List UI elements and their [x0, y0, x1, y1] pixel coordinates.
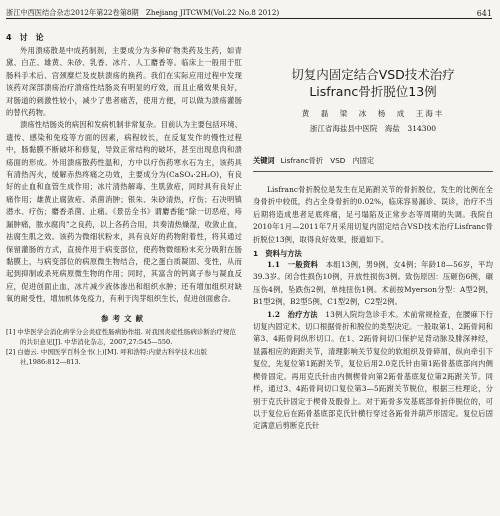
intro-paragraph: Lisfranc骨折脱位是发生在足跖跗关节的骨折脱位，发生的比例在全身骨折中较低，约占全身骨折的0.02%，临床容易漏诊、误诊，治疗不当后期将造成患者足底疼痛，足弓塌陷及正常步态等周期的失调。我院自2010年1月—2011年7月采用切复内固定结合VSD技术治疗Lisfranc骨折脱位13例，取得良好效果，报道如下。: [253, 185, 493, 244]
divider: [253, 171, 493, 172]
article-title-line-2: Lisfranc骨折脱位13例: [309, 84, 437, 99]
treatment-heading: 1.2 治疗方法: [267, 309, 318, 319]
article-title: [253, 66, 493, 100]
general-data-heading: 1.1 一般资料: [267, 260, 319, 270]
right-column: [253, 24, 493, 516]
treatment-text: 13例入院均急诊手术。术前常规检查，在腰麻下行切复内固定术。切口根据骨折和脱位的类型决定。一般取第1、2跖骨间和第3、4跖骨间纵形切口。在1、2跖骨间切口保护足背动脉及腓深神经，显露相应的距跗关节，清理影响关节复位的软组织及骨碎屑，纵向牵引下复位，先复位第1跖跗关节，复位后用2.0克氏针由第1跖骨基底部向内侧楔骨固定。再用克氏针由内侧楔骨向第2跖骨基底复位第2跖跗关节。同样，通过3、4跖骨间切口复位第3—5跖跗关节脱位，根据三柱理论，分别于克氏针固定于楔骨及骰骨上。对于跖骨多发基底部骨折伴脱位的，可以于复位后在跖骨基底部克氏针横行穿过各跖骨并葫芦形固定。复位后固定满意后剪断克氏针: [253, 309, 493, 431]
article-title-line-1: 切复内固定结合VSD技术治疗: [291, 67, 455, 82]
general-data-paragraph: [253, 259, 493, 309]
keywords: [253, 156, 493, 166]
methods-heading: 1 资料与方法: [253, 249, 302, 259]
reference-item: [1] 中华医学会消化病学分会炎症性肠病协作组. 对我国炎症性肠病诊断治疗规范的共识意见[J]. 中华消化杂志，2007,27:545—550.: [6, 327, 236, 346]
reference-item: [2] 白德云. 中国医学百科全书(上)[M]. 呼和浩特:内蒙古科学技术出版社,1986:812—813.: [6, 347, 208, 366]
discussion-paragraph-2: 溃疡性结肠炎的病因和发病机制非常复杂。目前认为主要包括环境、遗传、感染和免疫等方面的因素，病程较长，在反复发作的慢性过程中，肠黏膜不断破坏和修复，导致正常结构的破坏，甚至出现息肉和溃疡面的形成。外用溃疡散药性温和，方中以疗伤药寒水石为主，该药具有清热泻火，缓解赤热疼痛之功效，主要成分为(CaSO₄·2H₂O)，有良好的止血和血管生成作用；冰片清热解毒、生肌敛疮，同时具有良好止痛作用；雄黄止腐敛疮、杀菌消肿；银朱、朱砂清热，疗伤；石决明镇潜水、疗伤；麝香杀菌、止痛。《景岳全书》谓麝香能“除一切恶疮，痔漏肿痛，脓水腐肉”之良药，以上各药合用，共奏清热燥湿，收敛止血，祛腐生肌之效。该药为微细状粉末，具有良好的药物附着性，将其通过保留灌肠的方式，直接作用于病变部位，使药物微细粉末充分吸附在肠黏膜上，与病变部位的病原微生物结合，使之蛋白质凝固、变性，从而起到抑制或杀死病原微生物的作用；同时，其富含的钙离子参与凝血反应，促进创面止血，冰片减少液体渗出和组织水肿；还有增加组织对缺氧的耐受性，增加机体免疫力，有利于肉芽组织生长，促进创面愈合。: [6, 120, 242, 304]
keywords-label: 关键词: [253, 156, 275, 165]
page-header: [6, 4, 492, 19]
discussion-paragraph-1: 外用溃疡散是中成药制剂，主要成分为多种矿物类药及生药，如青黛、白芷、雄黄、朱砂、乳香、冰片、人工麝香等。临床上一般用于肛肠科手术后、宫颈糜烂及皮肤溃疡的换药。我们在实际应用过程中发现该药对深部溃疡治疗溃疡性结肠炎有明显的疗效，而且止痛效果良好，对肠道的刺激性较小，减少了患者痛苦，使用方便，可以做为溃疡灌肠的替代药物。: [6, 46, 242, 118]
article-body: [253, 184, 493, 433]
keywords-text: Lisfranc骨折 VSD 内固定: [280, 156, 375, 165]
left-column: [6, 24, 242, 516]
references-title: 参考文献: [101, 313, 147, 323]
discussion-heading: 4 讨 论: [6, 33, 44, 42]
treatment-paragraph: [253, 309, 493, 433]
page-number: 641: [476, 9, 492, 18]
affiliation: 浙江省海盐县中医院 海盐 314300: [309, 124, 437, 133]
general-data-text: 本组13例，男9例，女4例；年龄18—56岁，平均39.3岁。闭合性损伤10例，开放性损伤3例。致伤原因：压砸伤6例，碾压伤4例，坠跌伤2例，单纯扭伤1例。术前按Myerson分型：A型2例，B1型2例，B2型5例，C1型2例，C2型2例。: [253, 260, 493, 307]
journal-info: 浙江中西医结合杂志2012年第22卷第8期 Zhejiang JITCWM(Vol.22 No.8 2012): [6, 8, 280, 17]
authors: 黄 磊 梁 冰 杨 成 王海丰: [301, 109, 445, 118]
